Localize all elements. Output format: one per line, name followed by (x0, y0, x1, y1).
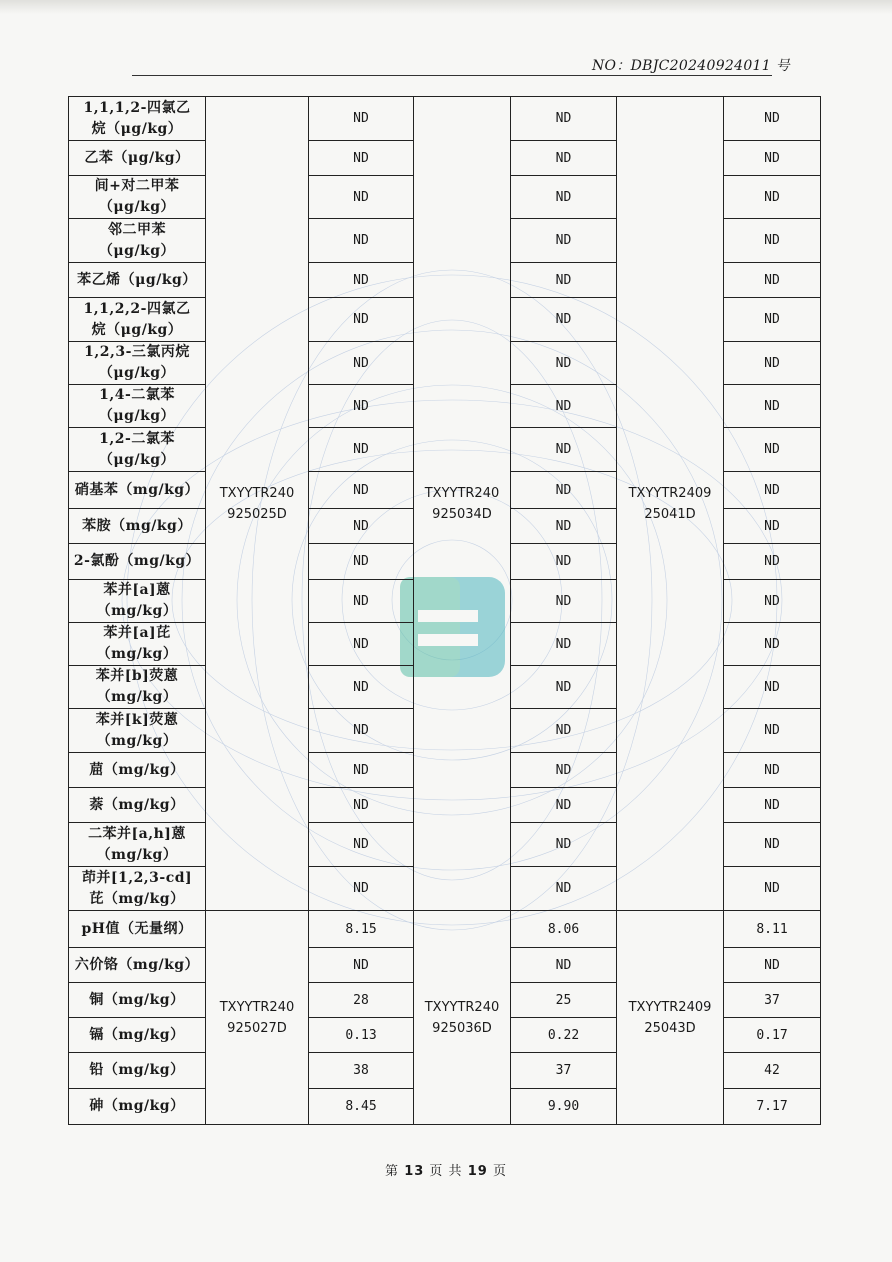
result-value: ND (309, 472, 414, 509)
table-row (69, 97, 821, 141)
result-value: 8.45 (309, 1089, 414, 1125)
result-value: 42 (724, 1053, 821, 1089)
result-value: ND (511, 141, 617, 176)
result-value: ND (724, 141, 821, 176)
result-value: ND (511, 867, 617, 911)
result-value: ND (511, 428, 617, 472)
result-value: ND (511, 97, 617, 141)
parameter-label: 苯并[a]芘 （mg/kg） (69, 623, 206, 666)
result-value: ND (309, 428, 414, 472)
result-value: 37 (511, 1053, 617, 1089)
parameter-label: 苯乙烯（μg/kg） (69, 263, 206, 298)
result-value: ND (724, 428, 821, 472)
footer-suffix: 页 (492, 1164, 507, 1179)
result-value: ND (511, 544, 617, 580)
result-value: ND (511, 666, 617, 709)
result-value: ND (724, 342, 821, 385)
parameter-label: 硝基苯（mg/kg） (69, 472, 206, 509)
result-value: ND (724, 709, 821, 753)
result-value: ND (511, 823, 617, 867)
parameter-label: 茚并[1,2,3-cd] 芘（mg/kg） (69, 867, 206, 911)
result-value: ND (511, 219, 617, 263)
result-value: ND (309, 709, 414, 753)
result-value: ND (724, 97, 821, 141)
parameter-label: 苯并[k]荧蒽 （mg/kg） (69, 709, 206, 753)
footer-middle: 页 共 (429, 1164, 463, 1179)
result-value: ND (724, 385, 821, 428)
parameter-label: 2-氯酚（mg/kg） (69, 544, 206, 580)
parameter-label: 苯并[a]蒽 （mg/kg） (69, 580, 206, 623)
result-value: ND (724, 472, 821, 509)
sample-id: TXYYTR240 925027D (206, 911, 309, 1125)
result-value: ND (309, 580, 414, 623)
result-value: ND (309, 141, 414, 176)
result-value: ND (511, 788, 617, 823)
result-value: 0.13 (309, 1018, 414, 1053)
parameter-label: 铜（mg/kg） (69, 983, 206, 1018)
result-value: ND (511, 948, 617, 983)
result-value: ND (724, 580, 821, 623)
result-value: ND (309, 263, 414, 298)
parameter-label: 镉（mg/kg） (69, 1018, 206, 1053)
result-value: 9.90 (511, 1089, 617, 1125)
result-value: ND (309, 544, 414, 580)
result-value: ND (511, 709, 617, 753)
result-value: 0.17 (724, 1018, 821, 1053)
result-value: ND (309, 509, 414, 544)
result-value: ND (724, 948, 821, 983)
result-value: 38 (309, 1053, 414, 1089)
sample-id: TXYYTR2409 25043D (617, 911, 724, 1125)
parameter-label: 苯并[b]荧蒽 （mg/kg） (69, 666, 206, 709)
parameter-label: 砷（mg/kg） (69, 1089, 206, 1125)
result-value: ND (511, 298, 617, 342)
result-value: ND (309, 623, 414, 666)
result-value: ND (511, 385, 617, 428)
footer-prefix: 第 (385, 1164, 400, 1179)
footer-page-number: 13 (404, 1164, 425, 1179)
parameter-label: 萘（mg/kg） (69, 788, 206, 823)
result-value: 8.15 (309, 911, 414, 948)
parameter-label: 间+对二甲苯 （μg/kg） (69, 176, 206, 219)
parameter-label: 邻二甲苯 （μg/kg） (69, 219, 206, 263)
result-value: 8.06 (511, 911, 617, 948)
sample-id: TXYYTR240 925036D (414, 911, 511, 1125)
parameter-label: 1,1,1,2-四氯乙 烷（μg/kg） (69, 97, 206, 141)
parameter-label: 1,4-二氯苯 （μg/kg） (69, 385, 206, 428)
result-value: ND (724, 666, 821, 709)
result-value: ND (724, 298, 821, 342)
sample-id: TXYYTR2409 25041D (617, 97, 724, 911)
sample-id: TXYYTR240 925034D (414, 97, 511, 911)
parameter-label: 六价铬（mg/kg） (69, 948, 206, 983)
parameter-label: 二苯并[a,h]蒽 （mg/kg） (69, 823, 206, 867)
parameter-label: 1,1,2,2-四氯乙 烷（μg/kg） (69, 298, 206, 342)
parameter-label: pH值（无量纲） (69, 911, 206, 948)
parameter-label: 乙苯（μg/kg） (69, 141, 206, 176)
result-value: 7.17 (724, 1089, 821, 1125)
parameter-label: 铅（mg/kg） (69, 1053, 206, 1089)
result-value: ND (511, 623, 617, 666)
result-value: 25 (511, 983, 617, 1018)
result-value: ND (309, 342, 414, 385)
result-value: ND (511, 509, 617, 544)
result-value: ND (724, 623, 821, 666)
result-value: 28 (309, 983, 414, 1018)
result-value: 8.11 (724, 911, 821, 948)
result-value: ND (309, 176, 414, 219)
result-value: ND (724, 219, 821, 263)
result-value: ND (724, 176, 821, 219)
parameter-label: 䓛（mg/kg） (69, 753, 206, 788)
parameter-label: 1,2,3-三氯丙烷 （μg/kg） (69, 342, 206, 385)
sample-id: TXYYTR240 925025D (206, 97, 309, 911)
result-value: ND (724, 544, 821, 580)
result-value: ND (511, 580, 617, 623)
parameter-label: 1,2-二氯苯 （μg/kg） (69, 428, 206, 472)
result-value: ND (724, 867, 821, 911)
result-value: ND (309, 753, 414, 788)
result-value: 0.22 (511, 1018, 617, 1053)
parameter-label: 苯胺（mg/kg） (69, 509, 206, 544)
page-edge (0, 0, 892, 14)
page-footer (0, 1160, 892, 1179)
table-row (69, 911, 821, 948)
result-value: ND (724, 753, 821, 788)
results-table (68, 96, 821, 1125)
result-value: ND (511, 263, 617, 298)
result-value: ND (309, 97, 414, 141)
report-number: NO：DBJC20240924011 号 (592, 58, 790, 74)
result-value: ND (309, 948, 414, 983)
result-value: ND (724, 823, 821, 867)
result-value: ND (724, 788, 821, 823)
result-value: ND (724, 509, 821, 544)
result-value: ND (511, 472, 617, 509)
result-value: ND (309, 298, 414, 342)
result-value: ND (309, 219, 414, 263)
result-value: ND (309, 666, 414, 709)
result-value: ND (511, 342, 617, 385)
result-value: ND (309, 867, 414, 911)
result-value: ND (724, 263, 821, 298)
result-value: ND (511, 176, 617, 219)
result-value: 37 (724, 983, 821, 1018)
header-rule (132, 75, 772, 76)
result-value: ND (309, 788, 414, 823)
result-value: ND (309, 823, 414, 867)
result-value: ND (511, 753, 617, 788)
result-value: ND (309, 385, 414, 428)
footer-total-pages: 19 (467, 1164, 488, 1179)
